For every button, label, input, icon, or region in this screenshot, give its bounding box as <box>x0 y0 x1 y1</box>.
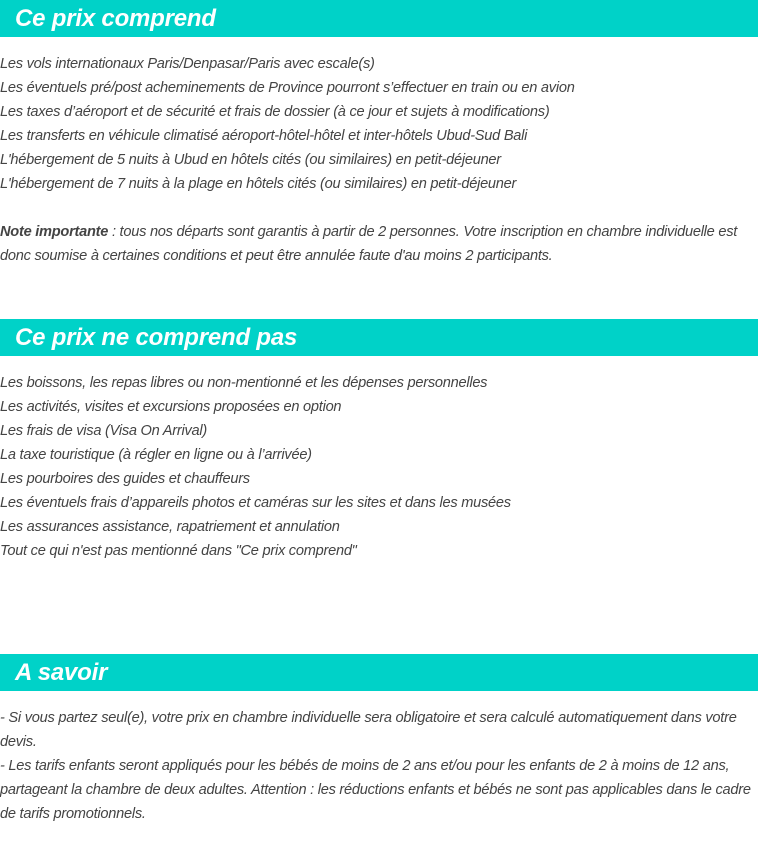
list-item: Les taxes d’aéroport et de sécurité et frais de dossier (à ce jour et sujets à modifications) <box>0 104 550 120</box>
section-header-good-to-know: A savoir <box>0 654 758 691</box>
section-header-included: Ce prix comprend <box>0 0 758 37</box>
important-note <box>0 220 758 268</box>
list-item: Tout ce qui n'est pas mentionné dans "Ce prix comprend" <box>0 543 357 559</box>
paragraph: - Les tarifs enfants seront appliqués pour les bébés de moins de 2 ans et/ou pour les enfants de 2 à moins de 12 ans, partageant la chambre de deux adultes. Attention : les réductions enfants et bébés ne sont pas applicables dans le cadre de tarifs promotionnels. <box>0 758 751 822</box>
list-item: Les éventuels pré/post acheminements de Province pourront s’effectuer en train ou en avion <box>0 80 575 96</box>
note-label: Note importante <box>0 224 109 240</box>
list-item: L'hébergement de 7 nuits à la plage en hôtels cités (ou similaires) en petit-déjeuner <box>0 176 517 192</box>
list-item: Les pourboires des guides et chauffeurs <box>0 471 250 487</box>
section-header-excluded: Ce prix ne comprend pas <box>0 319 758 356</box>
note-text: : tous nos départs sont garantis à partir de 2 personnes. Votre inscription en chambre individuelle est donc soumise à certaines conditions et peut être annulée faute d'au moins 2 participants. <box>0 224 738 264</box>
list-item: Les assurances assistance, rapatriement et annulation <box>0 519 340 535</box>
list-item: Les boissons, les repas libres ou non-mentionné et les dépenses personnelles <box>0 375 488 391</box>
excluded-list <box>0 371 758 563</box>
list-item: L'hébergement de 5 nuits à Ubud en hôtels cités (ou similaires) en petit-déjeuner <box>0 152 501 168</box>
list-item: Les frais de visa (Visa On Arrival) <box>0 423 207 439</box>
good-to-know-text <box>0 706 758 826</box>
list-item: Les vols internationaux Paris/Denpasar/Paris avec escale(s) <box>0 56 375 72</box>
paragraph: - Si vous partez seul(e), votre prix en chambre individuelle sera obligatoire et sera calculé automatiquement dans votre devis. <box>0 710 737 750</box>
included-list <box>0 52 758 196</box>
list-item: Les transferts en véhicule climatisé aéroport-hôtel-hôtel et inter-hôtels Ubud-Sud Bali <box>0 128 528 144</box>
list-item: La taxe touristique (à régler en ligne ou à l’arrivée) <box>0 447 312 463</box>
list-item: Les éventuels frais d’appareils photos et caméras sur les sites et dans les musées <box>0 495 511 511</box>
list-item: Les activités, visites et excursions proposées en option <box>0 399 342 415</box>
